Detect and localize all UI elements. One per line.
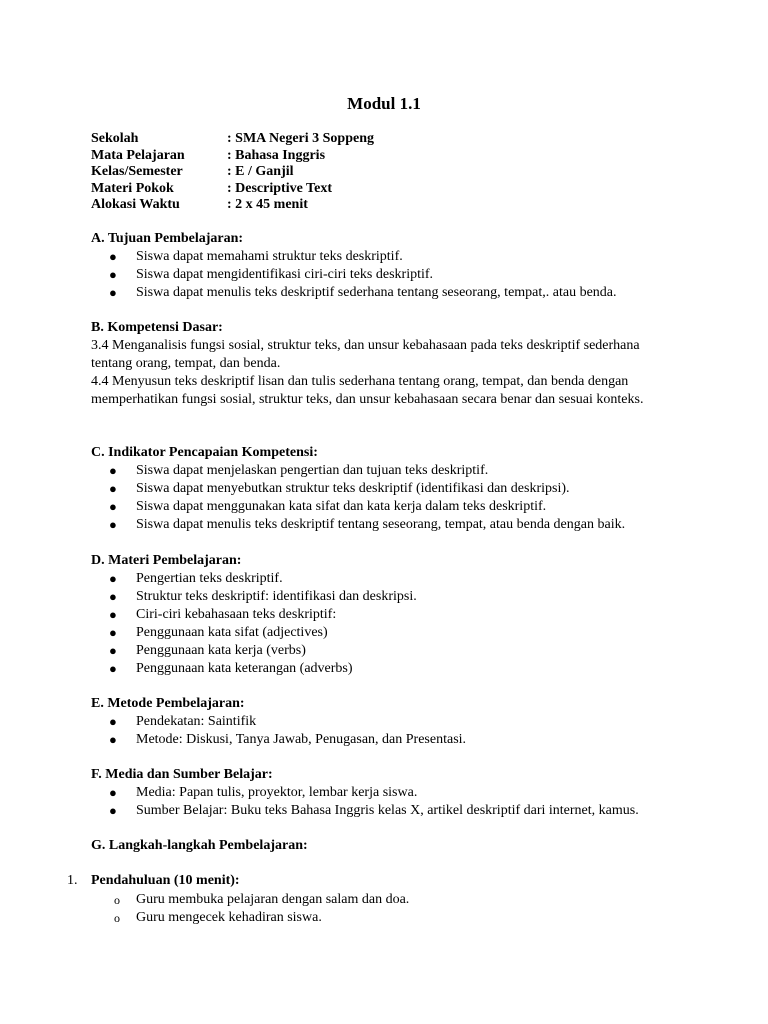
section-heading: G. Langkah-langkah Pembelajaran: [91, 838, 308, 853]
info-row [91, 131, 374, 148]
list-item: ● Ciri-ciri kebahasaan teks deskriptif: [109, 607, 337, 622]
competency-4-4: 4.4 Menyusun teks deskriptif lisan dan tulis sederhana tentang orang, tempat, dan benda dengan memperhatikan fungsi sosial, struktur teks, dan unsur kebahasaan secara benar dan sesuai konteks. [91, 374, 644, 407]
bullet-icon: ● [109, 267, 117, 282]
list-item: ● Penggunaan kata keterangan (adverbs) [109, 661, 353, 676]
bullet-list [91, 248, 691, 302]
info-key: Mata Pelajaran [91, 147, 185, 163]
info-key: Sekolah [91, 131, 139, 146]
list-item: ● Penggunaan kata kerja (verbs) [109, 643, 306, 658]
bullet-icon: ● [109, 732, 117, 747]
bullet-icon: ● [109, 481, 117, 496]
step-item [67, 872, 240, 890]
list-item: ● Sumber Belajar: Buku teks Bahasa Inggris kelas X, artikel deskriptif dari internet, kamus. [109, 803, 639, 818]
info-value: : SMA Negeri 3 Soppeng [227, 131, 374, 146]
section-c [91, 444, 691, 534]
info-row [91, 181, 374, 198]
bullet-icon: ● [109, 661, 117, 676]
list-item: ● Pendekatan: Saintifik [109, 714, 257, 729]
section-d [91, 552, 691, 678]
step-list [67, 872, 410, 925]
bullet-icon: ● [109, 625, 117, 640]
info-value: : Bahasa Inggris [227, 147, 326, 163]
info-key: Kelas/Semester [91, 164, 183, 179]
section-heading: D. Materi Pembelajaran: [91, 553, 242, 568]
list-item: ● Media: Papan tulis, proyektor, lembar kerja siswa. [109, 785, 418, 800]
info-value: : 2 x 45 menit [227, 197, 308, 212]
list-item: ● Siswa dapat menulis teks deskriptif tentang seseorang, tempat, atau benda dengan baik. [109, 517, 626, 532]
bullet-icon: ● [109, 249, 117, 264]
list-item: ● Siswa dapat menulis teks deskriptif sederhana tentang seseorang, tempat,. atau benda. [109, 285, 617, 300]
sub-list-item: o Guru mengecek kehadiran siswa. [114, 910, 322, 925]
bullet-icon: ● [109, 643, 117, 658]
list-item: ● Siswa dapat mengidentifikasi ciri-ciri teks deskriptif. [109, 267, 434, 282]
list-item: ● Siswa dapat menjelaskan pengertian dan tujuan teks deskriptif. [109, 463, 489, 478]
list-item: ● Metode: Diskusi, Tanya Jawab, Penugasan, dan Presentasi. [109, 732, 467, 747]
bullet-icon: ● [109, 499, 117, 514]
section-heading: A. Tujuan Pembelajaran: [91, 231, 244, 246]
info-value: : E / Ganjil [227, 164, 294, 179]
section-f [91, 766, 691, 820]
bullet-list [91, 570, 691, 678]
bullet-icon: ● [109, 285, 117, 300]
info-value: : Descriptive Text [227, 180, 332, 196]
section-b [91, 319, 691, 409]
bullet-icon: ● [109, 517, 117, 532]
bullet-icon: ● [109, 463, 117, 478]
section-heading: B. Kompetensi Dasar: [91, 320, 223, 335]
section-g [91, 837, 691, 855]
sub-list-item: o Guru membuka pelajaran dengan salam dan doa. [114, 892, 410, 907]
identity-table [91, 131, 374, 214]
bullet-icon: ● [109, 589, 117, 604]
step-label: Pendahuluan (10 menit): [91, 873, 240, 888]
section-heading: F. Media dan Sumber Belajar: [91, 767, 273, 782]
list-item: ● Pengertian teks deskriptif. [109, 571, 283, 586]
bullet-icon: ● [109, 571, 117, 586]
list-item: ● Siswa dapat menggunakan kata sifat dan kata kerja dalam teks deskriptif. [109, 499, 547, 514]
bullet-icon: ● [109, 714, 117, 729]
list-item: ● Siswa dapat memahami struktur teks deskriptif. [109, 249, 403, 264]
info-row [91, 148, 374, 165]
bullet-icon: ● [109, 607, 117, 622]
section-heading: C. Indikator Pencapaian Kompetensi: [91, 445, 318, 460]
circle-bullet-icon: o [114, 893, 120, 907]
section-a [91, 230, 691, 302]
info-key: Alokasi Waktu [91, 197, 180, 212]
page-title: Modul 1.1 [347, 94, 421, 113]
info-key: Materi Pokok [91, 180, 174, 196]
sub-list [113, 891, 409, 927]
list-item: ● Struktur teks deskriptif: identifikasi dan deskripsi. [109, 589, 417, 604]
section-heading: E. Metode Pembelajaran: [91, 696, 245, 711]
bullet-list [91, 713, 691, 749]
competency-3-4: 3.4 Menganalisis fungsi sosial, struktur teks, dan unsur kebahasaan pada teks deskriptif sederhana tentang orang, tempat, dan benda. [91, 338, 640, 371]
bullet-list [91, 462, 691, 534]
info-row [91, 164, 374, 181]
bullet-icon: ● [109, 785, 117, 800]
list-item: ● Penggunaan kata sifat (adjectives) [109, 625, 328, 640]
circle-bullet-icon: o [114, 911, 120, 925]
list-item: ● Siswa dapat menyebutkan struktur teks deskriptif (identifikasi dan deskripsi). [109, 481, 570, 496]
section-e [91, 695, 691, 749]
info-row [91, 197, 374, 214]
bullet-icon: ● [109, 803, 117, 818]
bullet-list [91, 784, 691, 820]
step-number: 1. [67, 873, 78, 888]
